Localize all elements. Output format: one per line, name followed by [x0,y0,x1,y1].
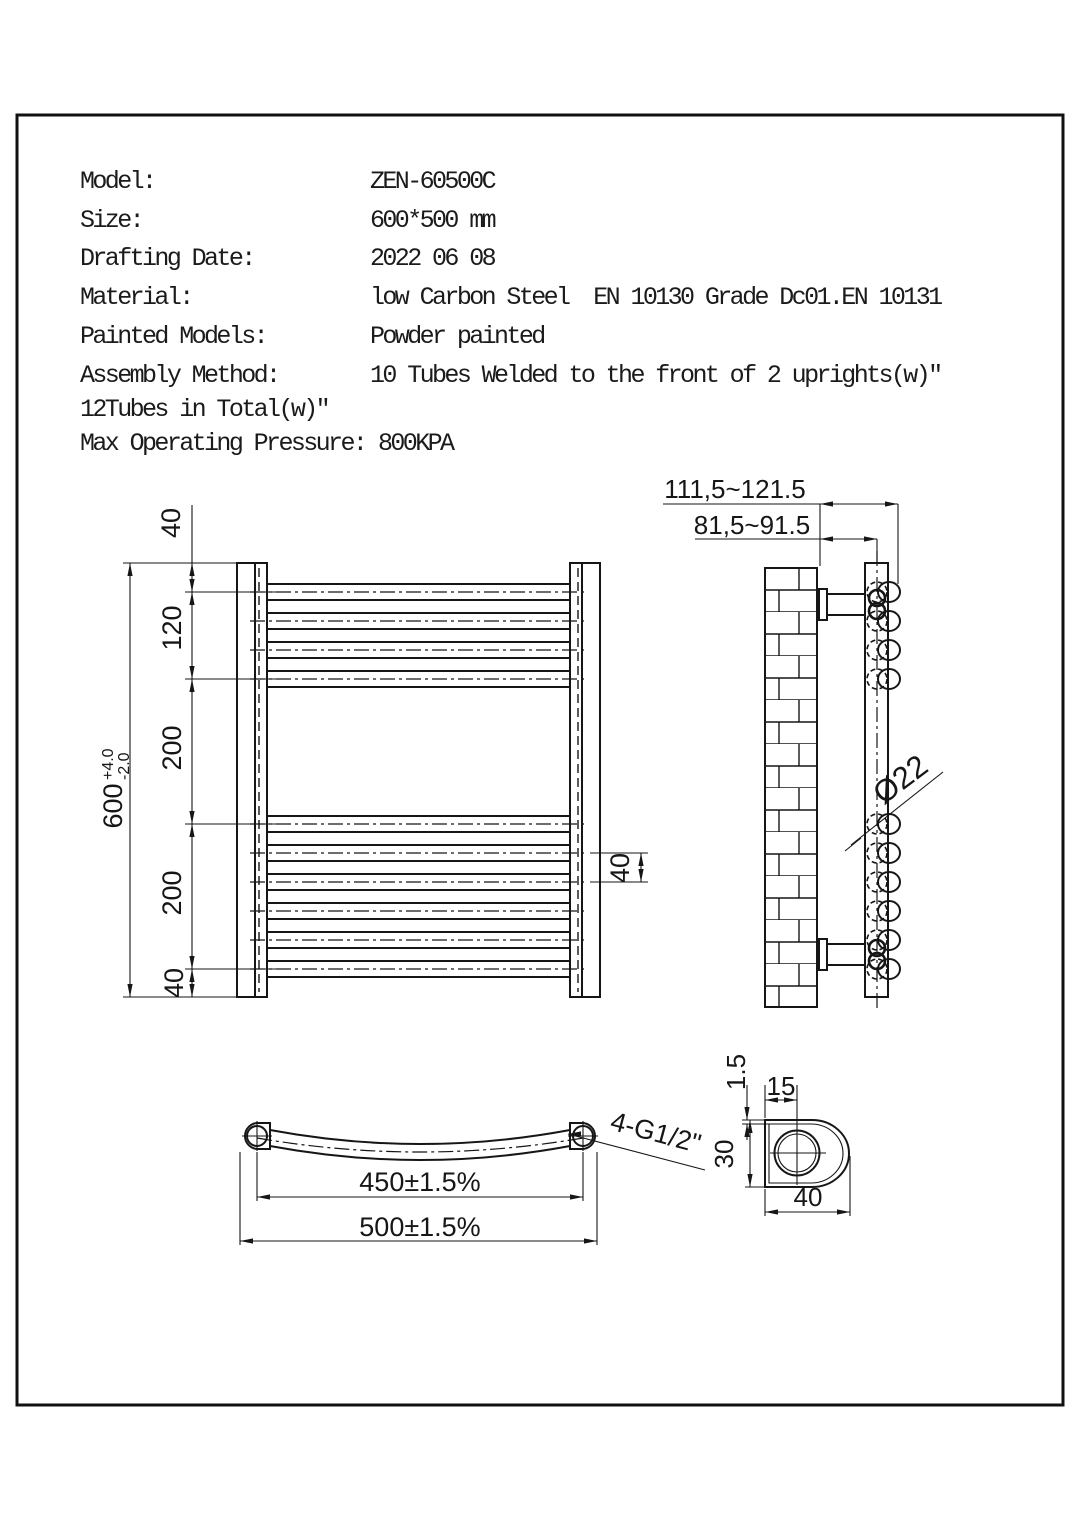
spec-label: Max Operating Pressure: [80,429,366,458]
plan-dimensions [240,1106,705,1245]
dim-overall-height-value: 600 [98,783,128,829]
dim-overall-width: 500±1.5% [359,1212,481,1242]
top-bracket [819,589,867,620]
tube-bottom-edge [270,1146,570,1160]
dim-overall-height [98,748,133,828]
spec-label: Material: [80,283,192,312]
dim-hole-offset: 15 [766,1071,796,1101]
dim-tol-minus: -2.0 [116,752,133,780]
plan-view [240,1106,705,1245]
dim-profile-width: 40 [793,1182,823,1212]
spec-value: Powder painted [370,322,544,351]
dim-tube-pitch: 40 [605,852,635,884]
spec-value: 800KPA [378,429,453,458]
spec-value: 10 Tubes Welded to the front of 2 uprights(w)″ [370,361,941,390]
bottom-bracket [819,939,867,970]
dim-bottom-offset: 40 [159,967,189,999]
spec-label: Size: [80,206,143,235]
spec-value: ZEN-60500C [370,167,495,196]
dim-thread: 4-G1/2" [607,1106,705,1159]
spec-label: Assembly Method: [80,361,279,390]
dim-hole-centers: 450±1.5% [359,1167,481,1197]
side-view [663,474,943,1009]
spec-label: Painted Models: [80,322,267,351]
dim-tol-plus: +4.0 [100,748,117,780]
dim-mid-span: 200 [157,725,187,771]
spec-value: 600*500 mm [370,206,495,235]
tube-top-edge [270,1130,570,1144]
spec-label: Model: [80,167,155,196]
dim-wall-thickness: 1.5 [721,1053,751,1091]
spec-note: 12Tubes in Total(w)″ [80,395,329,424]
spec-value: 2022 06 08 [370,244,495,273]
dim-lower-span: 200 [157,870,187,916]
dim-tube-diameter: Ø22 [866,747,935,812]
front-dimensions [98,505,648,998]
dim-wall-to-center: 81,5~91.5 [693,510,811,540]
spec-label: Drafting Date: [80,244,254,273]
dim-upper-span: 120 [157,605,187,651]
dim-wall-to-front: 111,5~121.5 [664,474,806,504]
detail-view [709,1054,850,1216]
dim-profile-height: 30 [709,1139,739,1169]
dim-top-offset: 40 [156,507,186,539]
spec-value: low Carbon Steel EN 10130 Grade Dc01.EN 10131 [370,283,941,312]
front-view [98,505,648,998]
tubes-front [250,584,586,977]
left-upright [237,563,267,997]
right-upright [570,563,600,997]
wall-section [765,568,817,1007]
